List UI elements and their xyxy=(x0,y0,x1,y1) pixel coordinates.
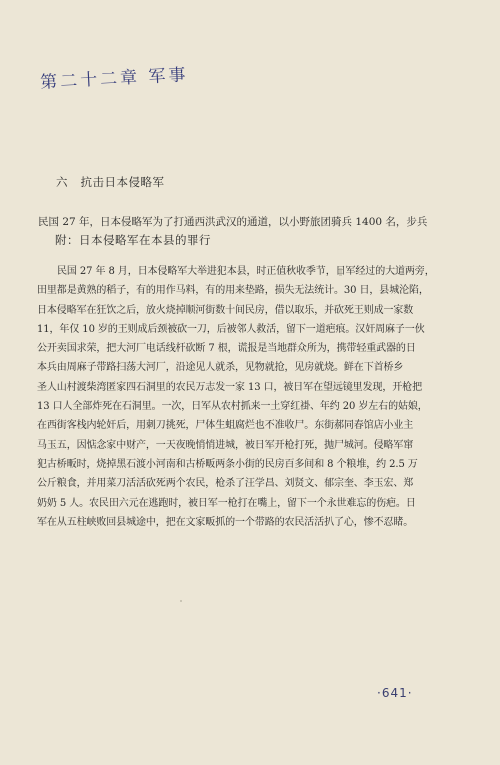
body-line: 犯古桥畈时，烧掉黑石渡小河南和古桥畈两条小街的民房百多间和 8 个粮堆，约 2.5 万 xyxy=(37,458,418,470)
body-line: 日本侵略军在狂饮之后，放火烧掉顺河街数十间民房，借以取乐，并砍死王则成一家数 xyxy=(37,304,414,316)
body-line: 本兵由周麻子带路扫荡大河厂，沿途见人就杀，见物就抢，见房就烧。鲜在下首桥乡 xyxy=(37,362,404,374)
body-line: 在西街客栈内轮奸后，用刺刀挑死，尸体生蛆腐烂也不准收尸。东街郝同春馆店小业主 xyxy=(37,420,414,432)
body-line: 民国 27 年 8 月，日本侵略军大举进犯本县，时正值秋收季节，日军经过的大道两旁， xyxy=(57,266,435,277)
body-line: 军在从五柱峡败回县城途中，把在文家畈抓的一个带路的农民活活扒了心，惨不忍睹。 xyxy=(37,516,414,528)
section-heading: 六 抗击日本侵略军 xyxy=(56,175,165,189)
body-line: 公斤粮食，并用菜刀活活砍死两个农民，枪杀了汪学昌、刘贤文、郁宗奎、李玉宏、郑 xyxy=(37,478,414,490)
body-line: 11，年仅 10 岁的王则成后颈被砍一刀，后被邻人救活，留下一道疤痕。汉奸周麻子一伙 xyxy=(37,323,425,335)
body-line: 田里都是黄熟的稻子，有的用作马料，有的用来垫路，损失无法统计。30 日，县城沦陷， xyxy=(37,285,429,297)
body-line: 公开卖国求荣，把大河厂电话线杆砍断 7 根，谎报是当地群众所为，携带轻重武器的日 xyxy=(37,343,416,355)
page-number: ·641· xyxy=(377,686,413,700)
body-text xyxy=(37,262,465,532)
handwritten-chapter-title: 第二十二章 军事 xyxy=(39,65,189,93)
sub-heading: 附：日本侵略军在本县的罪行 xyxy=(55,232,215,248)
body-line: 圣人山村渡柴湾匿家四石洞里的农民万志发一家 13 口，被日军在望远镜里发现，开枪把 xyxy=(37,381,422,393)
body-line: 13 口人全部炸死在石洞里。一次，日军从农村抓来一土穿红褂、年约 20 岁左右的姑娘， xyxy=(37,401,428,413)
paper-spot xyxy=(339,268,342,276)
intro-paragraph: 民国 27 年，日本侵略军为了打通西洪武汉的通道，以小野旅团骑兵 1400 名，步兵 xyxy=(38,216,428,228)
body-line: 马玉五，因惦念家中财产，一天夜晚悄悄进城，被日军开枪打死，抛尸城河。侵略军窜 xyxy=(37,439,414,451)
body-line: 奶奶 5 人。农民田六元在逃跑时，被日军一枪打在嘴上，留下一个永世难忘的伤疤。日 xyxy=(37,497,416,509)
paper-spot xyxy=(180,600,182,602)
